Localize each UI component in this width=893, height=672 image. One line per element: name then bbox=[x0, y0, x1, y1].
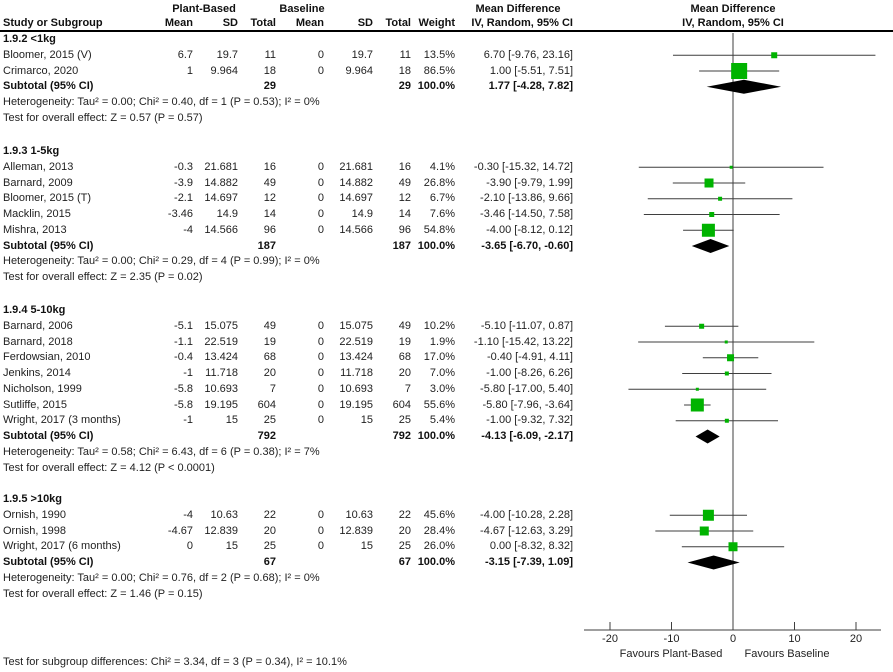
baseline-total: 11 bbox=[399, 48, 411, 61]
col-plant-mean: Mean bbox=[164, 17, 193, 29]
effect-square bbox=[691, 399, 704, 412]
plant-total: 49 bbox=[263, 176, 276, 189]
plant-mean: -0.3 bbox=[174, 160, 193, 173]
plant-sd: 11.718 bbox=[205, 367, 238, 379]
overall-effect-text: Test for overall effect: Z = 1.46 (P = 0.15) bbox=[3, 587, 203, 600]
plant-mean: -4 bbox=[183, 223, 193, 236]
ci-text: -3.90 [-9.79, 1.99] bbox=[486, 176, 573, 189]
plant-mean: -4 bbox=[183, 508, 193, 521]
plant-sd: 12.839 bbox=[204, 524, 238, 537]
axis-tick-label: 10 bbox=[788, 633, 801, 645]
plant-sd: 15 bbox=[225, 414, 238, 427]
plant-mean: -1.1 bbox=[174, 335, 193, 348]
plant-total: 14 bbox=[263, 208, 276, 220]
baseline-mean: 0 bbox=[317, 382, 324, 395]
study-name: Ferdowsian, 2010 bbox=[3, 351, 91, 364]
plant-total: 792 bbox=[257, 430, 276, 442]
plant-mean: 6.7 bbox=[177, 48, 193, 61]
heterogeneity-text: Heterogeneity: Tau² = 0.00; Chi² = 0.29, df = 4 (P = 0.99); I² = 0% bbox=[3, 255, 320, 268]
baseline-sd: 19.195 bbox=[339, 398, 373, 411]
plant-sd: 21.681 bbox=[204, 160, 238, 173]
plant-total: 19 bbox=[263, 335, 276, 348]
weight-value: 5.4% bbox=[429, 414, 455, 427]
baseline-total: 49 bbox=[398, 176, 411, 189]
col-baseline-sd: SD bbox=[357, 17, 373, 29]
baseline-sd: 22.519 bbox=[339, 335, 373, 348]
weight-value: 7.0% bbox=[429, 367, 455, 379]
effect-square bbox=[703, 510, 714, 521]
plant-sd: 15 bbox=[225, 540, 238, 553]
baseline-mean: 0 bbox=[317, 351, 324, 364]
ci-text: -1.00 [-9.32, 7.32] bbox=[486, 414, 573, 427]
baseline-total: 12 bbox=[398, 192, 411, 205]
baseline-sd: 15.075 bbox=[339, 319, 373, 332]
subgroup-differences-text: Test for subgroup differences: Chi² = 3.34, df = 3 (P = 0.34), I² = 10.1% bbox=[3, 656, 347, 668]
col-baseline-total: Total bbox=[385, 17, 411, 29]
baseline-total: 7 bbox=[404, 382, 411, 395]
effect-square bbox=[702, 224, 715, 237]
plant-total: 67 bbox=[263, 556, 276, 568]
ci-text: -3.65 [-6.70, -0.60] bbox=[481, 239, 573, 252]
baseline-sd: 14.9 bbox=[351, 208, 373, 220]
plant-total: 20 bbox=[263, 367, 276, 379]
plant-mean: -5.1 bbox=[174, 319, 193, 332]
effect-square bbox=[705, 179, 714, 188]
weight-value: 100.0% bbox=[417, 556, 455, 568]
plant-mean: -5.8 bbox=[174, 382, 193, 395]
heterogeneity-text: Heterogeneity: Tau² = 0.58; Chi² = 6.43, df = 6 (P = 0.38); I² = 7% bbox=[3, 445, 320, 458]
baseline-total: 96 bbox=[398, 223, 411, 236]
baseline-total: 604 bbox=[392, 398, 411, 411]
plant-sd: 19.7 bbox=[216, 48, 238, 61]
baseline-mean: 0 bbox=[317, 398, 324, 411]
baseline-total: 25 bbox=[398, 540, 411, 553]
effect-square bbox=[700, 527, 709, 536]
study-name: Nicholson, 1999 bbox=[3, 382, 82, 395]
subtotal-diamond bbox=[688, 556, 740, 570]
plant-total: 25 bbox=[263, 414, 276, 427]
weight-value: 55.6% bbox=[423, 398, 455, 411]
plant-total: 16 bbox=[263, 160, 276, 173]
baseline-sd: 15 bbox=[360, 540, 373, 553]
col-plant-total: Total bbox=[250, 17, 276, 29]
baseline-mean: 0 bbox=[317, 48, 324, 61]
col-weight: Weight bbox=[418, 17, 455, 29]
baseline-mean: 0 bbox=[317, 64, 324, 77]
plant-total: 96 bbox=[263, 223, 276, 236]
ci-text: 0.00 [-8.32, 8.32] bbox=[489, 540, 573, 553]
weight-value: 100.0% bbox=[417, 80, 455, 93]
baseline-mean: 0 bbox=[317, 414, 324, 427]
header-rule bbox=[0, 30, 893, 32]
weight-value: 6.7% bbox=[429, 192, 455, 205]
weight-value: 3.0% bbox=[429, 382, 455, 395]
ci-text: -5.10 [-11.07, 0.87] bbox=[480, 319, 573, 332]
weight-value: 26.0% bbox=[423, 540, 455, 553]
baseline-total: 16 bbox=[398, 160, 411, 173]
plant-sd: 10.693 bbox=[204, 382, 238, 395]
baseline-total: 14 bbox=[398, 208, 411, 220]
heterogeneity-text: Heterogeneity: Tau² = 0.00; Chi² = 0.40, df = 1 (P = 0.53); I² = 0% bbox=[3, 96, 320, 108]
baseline-mean: 0 bbox=[317, 192, 324, 205]
col-ci-left: IV, Random, 95% CI bbox=[471, 17, 573, 29]
section-label: 1.9.5 >10kg bbox=[3, 493, 63, 505]
baseline-mean: 0 bbox=[317, 176, 324, 189]
subtotal-diamond bbox=[692, 239, 730, 253]
baseline-sd: 10.693 bbox=[339, 382, 373, 395]
weight-value: 13.5% bbox=[423, 48, 455, 61]
col-group-baseline: Baseline bbox=[279, 3, 325, 15]
section-label: 1.9.4 5-10kg bbox=[3, 304, 66, 316]
plant-sd: 22.519 bbox=[204, 335, 238, 348]
study-name: Ornish, 1990 bbox=[3, 508, 66, 521]
effect-square bbox=[771, 52, 777, 58]
baseline-sd: 10.63 bbox=[345, 508, 373, 521]
plant-mean: -1 bbox=[183, 367, 193, 379]
favours-left-label: Favours Plant-Based bbox=[619, 648, 723, 660]
subtotal-label: Subtotal (95% CI) bbox=[3, 430, 94, 442]
baseline-mean: 0 bbox=[317, 160, 324, 173]
ci-text: -4.00 [-8.12, 0.12] bbox=[486, 223, 573, 236]
plant-total: 49 bbox=[263, 319, 276, 332]
baseline-mean: 0 bbox=[317, 319, 324, 332]
baseline-sd: 14.882 bbox=[339, 176, 373, 189]
baseline-total: 49 bbox=[398, 319, 411, 332]
baseline-mean: 0 bbox=[317, 508, 324, 521]
col-plant-sd: SD bbox=[222, 17, 238, 29]
ci-text: -4.13 [-6.09, -2.17] bbox=[481, 430, 573, 442]
plot-title-mean-difference: Mean Difference bbox=[690, 3, 776, 15]
study-name: Bloomer, 2015 (V) bbox=[3, 48, 92, 61]
effect-square bbox=[731, 63, 747, 79]
baseline-mean: 0 bbox=[317, 335, 324, 348]
weight-value: 7.6% bbox=[429, 208, 455, 220]
plant-sd: 9.964 bbox=[210, 64, 238, 77]
plant-mean: 1 bbox=[186, 64, 193, 77]
baseline-total: 20 bbox=[398, 367, 411, 379]
overall-effect-text: Test for overall effect: Z = 0.57 (P = 0.57) bbox=[3, 111, 203, 124]
baseline-mean: 0 bbox=[317, 223, 324, 236]
plant-total: 7 bbox=[269, 382, 276, 395]
ci-text: -5.80 [-7.96, -3.64] bbox=[482, 398, 573, 411]
plant-mean: -2.1 bbox=[174, 192, 193, 205]
plant-sd: 15.075 bbox=[204, 319, 238, 332]
subtotal-diamond bbox=[707, 80, 781, 94]
ci-text: -3.15 [-7.39, 1.09] bbox=[484, 556, 573, 568]
baseline-total: 792 bbox=[392, 430, 411, 442]
plant-mean: -5.8 bbox=[174, 398, 193, 411]
effect-square bbox=[730, 166, 733, 169]
subtotal-label: Subtotal (95% CI) bbox=[3, 80, 94, 93]
baseline-mean: 0 bbox=[317, 208, 324, 220]
weight-value: 1.9% bbox=[429, 335, 455, 348]
heterogeneity-text: Heterogeneity: Tau² = 0.00; Chi² = 0.76, df = 2 (P = 0.68); I² = 0% bbox=[3, 571, 320, 584]
effect-square bbox=[699, 324, 704, 329]
baseline-total: 187 bbox=[392, 239, 411, 252]
section-label: 1.9.2 <1kg bbox=[3, 33, 56, 45]
plant-mean: -0.4 bbox=[174, 351, 193, 364]
baseline-total: 20 bbox=[398, 524, 411, 537]
plant-total: 11 bbox=[264, 48, 276, 61]
weight-value: 28.4% bbox=[423, 524, 455, 537]
ci-text: 1.00 [-5.51, 7.51] bbox=[489, 64, 573, 77]
baseline-total: 25 bbox=[398, 414, 411, 427]
plot-subtitle-ci: IV, Random, 95% CI bbox=[682, 17, 784, 29]
baseline-sd: 14.697 bbox=[339, 192, 373, 205]
baseline-sd: 21.681 bbox=[339, 160, 373, 173]
baseline-sd: 12.839 bbox=[339, 524, 373, 537]
plant-total: 604 bbox=[257, 398, 276, 411]
study-name: Barnard, 2009 bbox=[3, 176, 73, 189]
plant-total: 22 bbox=[263, 508, 276, 521]
plant-sd: 19.195 bbox=[204, 398, 238, 411]
baseline-mean: 0 bbox=[317, 540, 324, 553]
baseline-sd: 9.964 bbox=[345, 64, 373, 77]
weight-value: 100.0% bbox=[417, 430, 455, 442]
plant-mean: 0 bbox=[186, 540, 193, 553]
study-name: Mishra, 2013 bbox=[3, 223, 67, 236]
weight-value: 17.0% bbox=[423, 351, 455, 364]
plant-sd: 13.424 bbox=[204, 351, 238, 364]
plant-sd: 14.882 bbox=[204, 176, 238, 189]
weight-value: 4.1% bbox=[429, 160, 455, 173]
col-group-mean-difference: Mean Difference bbox=[475, 3, 561, 15]
plant-total: 25 bbox=[263, 540, 276, 553]
baseline-total: 19 bbox=[398, 335, 411, 348]
baseline-total: 67 bbox=[398, 556, 411, 568]
weight-value: 26.8% bbox=[423, 176, 455, 189]
plant-sd: 14.9 bbox=[216, 208, 238, 220]
subtotal-label: Subtotal (95% CI) bbox=[3, 556, 94, 568]
axis-tick-label: 20 bbox=[849, 633, 863, 645]
effect-square bbox=[725, 419, 729, 423]
col-group-plant-based: Plant-Based bbox=[172, 3, 236, 15]
col-study-or-subgroup: Study or Subgroup bbox=[3, 17, 103, 29]
baseline-total: 29 bbox=[398, 80, 411, 93]
baseline-mean: 0 bbox=[317, 367, 324, 379]
plant-total: 12 bbox=[263, 192, 276, 205]
plant-mean: -1 bbox=[183, 414, 193, 427]
study-name: Crimarco, 2020 bbox=[3, 64, 79, 77]
ci-text: -2.10 [-13.86, 9.66] bbox=[480, 192, 573, 205]
section-label: 1.9.3 1-5kg bbox=[3, 145, 60, 157]
effect-square bbox=[709, 212, 714, 217]
plant-mean: -3.9 bbox=[174, 176, 193, 189]
overall-effect-text: Test for overall effect: Z = 4.12 (P < 0.0001) bbox=[3, 461, 215, 474]
study-name: Barnard, 2006 bbox=[3, 319, 73, 332]
ci-text: -4.67 [-12.63, 3.29] bbox=[480, 524, 573, 537]
plant-total: 20 bbox=[263, 524, 276, 537]
baseline-total: 18 bbox=[398, 64, 411, 77]
weight-value: 100.0% bbox=[417, 239, 455, 252]
baseline-mean: 0 bbox=[317, 524, 324, 537]
axis-tick-label: -10 bbox=[663, 633, 680, 645]
ci-text: -1.00 [-8.26, 6.26] bbox=[486, 367, 573, 379]
baseline-sd: 19.7 bbox=[351, 48, 373, 61]
plant-total: 187 bbox=[257, 239, 276, 252]
plant-total: 18 bbox=[263, 64, 276, 77]
subtotal-diamond bbox=[696, 430, 720, 444]
study-name: Alleman, 2013 bbox=[3, 160, 74, 173]
plant-sd: 10.63 bbox=[210, 508, 238, 521]
plant-sd: 14.697 bbox=[204, 192, 238, 205]
plant-sd: 14.566 bbox=[204, 223, 238, 236]
study-name: Sutliffe, 2015 bbox=[3, 398, 68, 411]
study-name: Wright, 2017 (6 months) bbox=[3, 540, 121, 553]
ci-text: -0.40 [-4.91, 4.11] bbox=[486, 351, 573, 364]
baseline-sd: 13.424 bbox=[339, 351, 373, 364]
plant-total: 29 bbox=[263, 80, 276, 93]
ci-text: -5.80 [-17.00, 5.40] bbox=[480, 382, 573, 395]
favours-right-label: Favours Baseline bbox=[744, 648, 830, 660]
effect-square bbox=[729, 542, 738, 551]
baseline-total: 68 bbox=[398, 351, 411, 364]
weight-value: 10.2% bbox=[423, 319, 455, 332]
study-name: Ornish, 1998 bbox=[3, 524, 66, 537]
ci-text: -0.30 [-15.32, 14.72] bbox=[473, 160, 573, 173]
effect-square bbox=[727, 354, 734, 361]
ci-text: -1.10 [-15.42, 13.22] bbox=[473, 335, 573, 348]
ci-text: 6.70 [-9.76, 23.16] bbox=[483, 48, 573, 61]
baseline-sd: 14.566 bbox=[339, 223, 373, 236]
ci-text: -3.46 [-14.50, 7.58] bbox=[480, 208, 573, 220]
plant-mean: -4.67 bbox=[167, 524, 193, 537]
study-name: Wright, 2017 (3 months) bbox=[3, 414, 121, 427]
ci-text: -4.00 [-10.28, 2.28] bbox=[480, 508, 573, 521]
effect-square bbox=[696, 388, 699, 391]
study-name: Jenkins, 2014 bbox=[3, 367, 71, 379]
subtotal-label: Subtotal (95% CI) bbox=[3, 239, 94, 252]
weight-value: 45.6% bbox=[423, 508, 455, 521]
ci-text: 1.77 [-4.28, 7.82] bbox=[488, 80, 573, 93]
axis-tick-label: -20 bbox=[602, 633, 618, 645]
effect-square bbox=[725, 341, 728, 344]
weight-value: 86.5% bbox=[423, 64, 455, 77]
overall-effect-text: Test for overall effect: Z = 2.35 (P = 0.02) bbox=[3, 271, 203, 283]
baseline-total: 22 bbox=[398, 508, 411, 521]
effect-square bbox=[718, 197, 722, 201]
baseline-sd: 15 bbox=[360, 414, 373, 427]
col-baseline-mean: Mean bbox=[295, 17, 324, 29]
axis-tick-label: 0 bbox=[729, 633, 737, 645]
effect-square bbox=[725, 372, 729, 376]
study-name: Barnard, 2018 bbox=[3, 335, 73, 348]
baseline-sd: 11.718 bbox=[340, 367, 373, 379]
plant-total: 68 bbox=[263, 351, 276, 364]
plant-mean: -3.46 bbox=[167, 208, 193, 220]
study-name: Macklin, 2015 bbox=[3, 208, 71, 220]
study-name: Bloomer, 2015 (T) bbox=[3, 192, 92, 205]
weight-value: 54.8% bbox=[423, 223, 455, 236]
